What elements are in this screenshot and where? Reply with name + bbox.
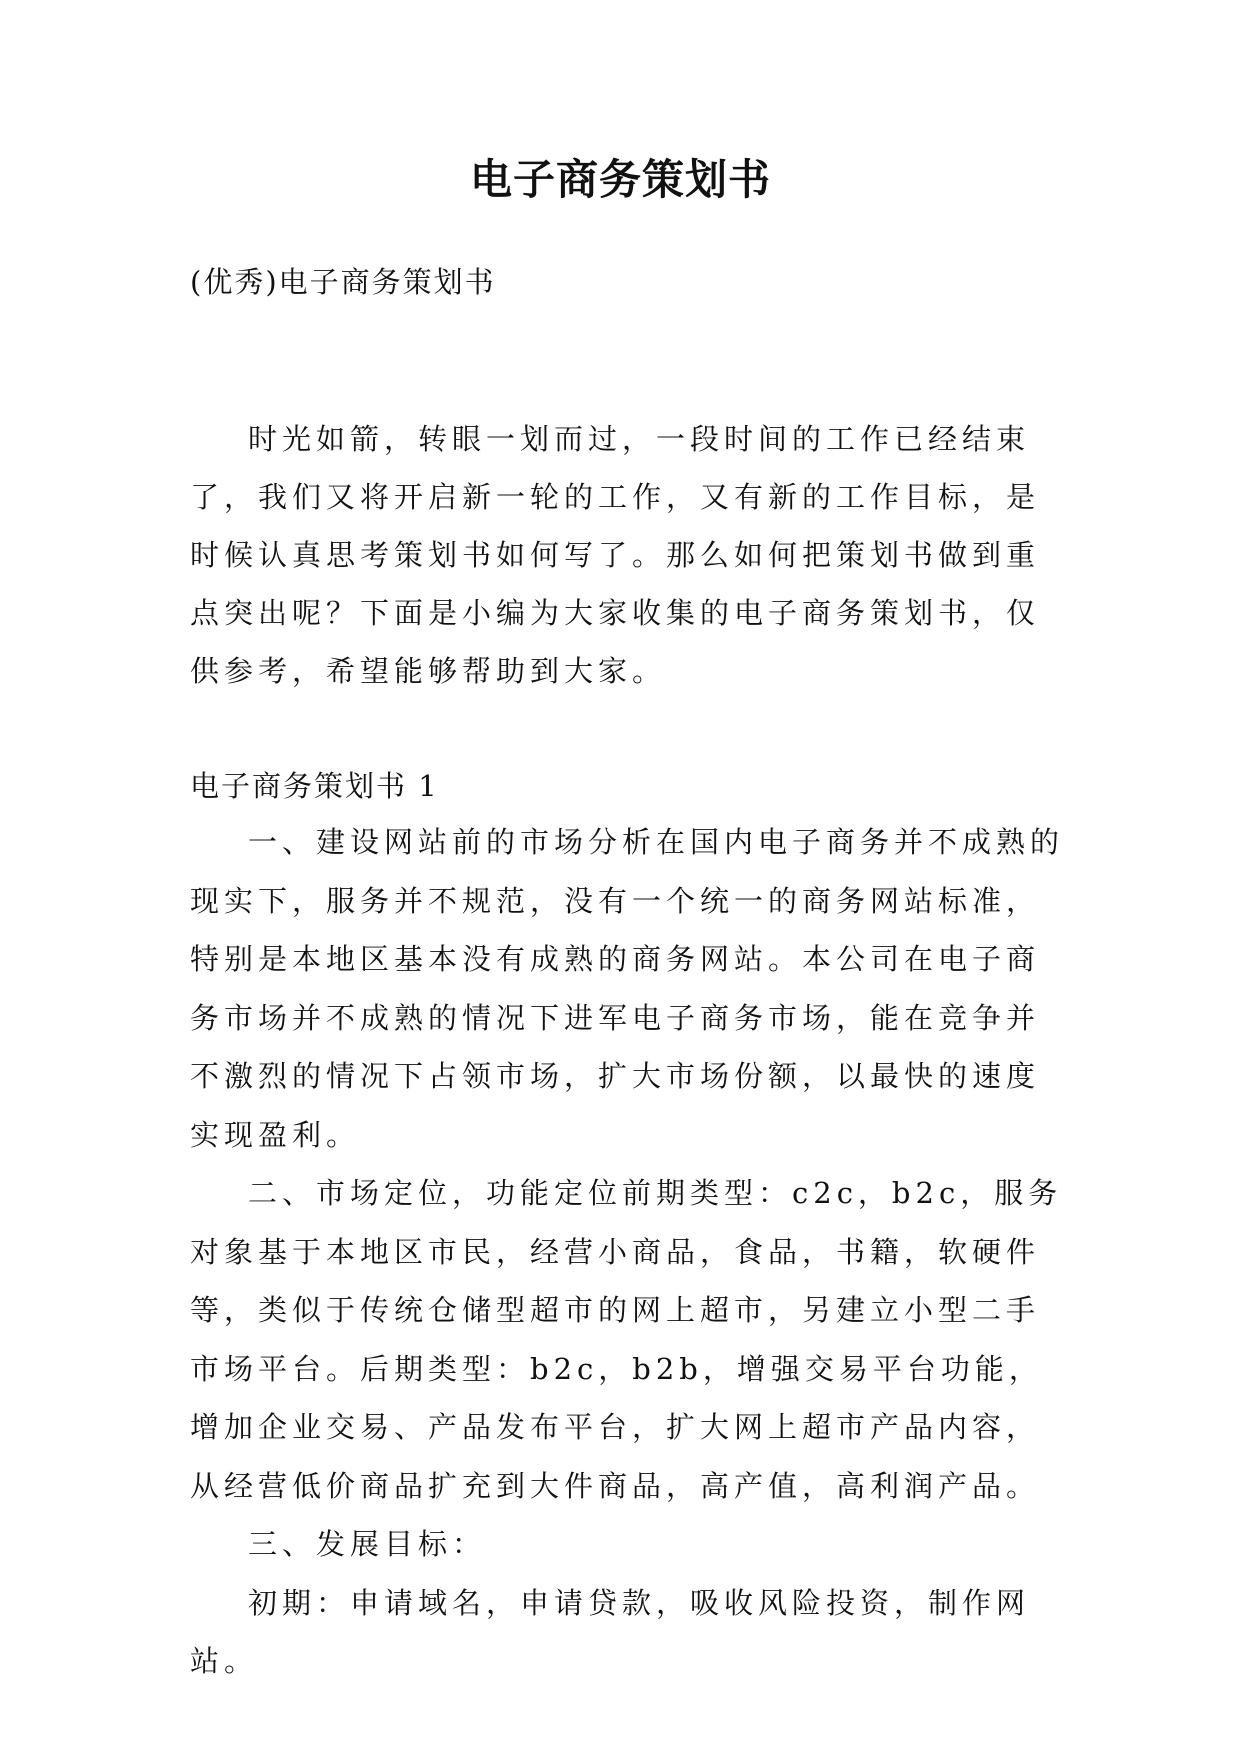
document-title: 电子商务策划书 <box>469 155 771 204</box>
section-body <box>190 813 1070 1691</box>
intro-paragraph: 时光如箭，转眼一划而过，一段时间的工作已经结束了，我们又将开启新一轮的工作，又有新的工作目标，是时候认真思考策划书如何写了。那么如何把策划书做到重点突出呢？下面是小编为大家收集的电子商务策划书，仅供参考，希望能够帮助到大家。 <box>190 422 1041 688</box>
intro-block <box>190 410 1070 700</box>
document-subtitle: (优秀)电子商务策划书 <box>190 265 496 299</box>
section-paragraph-goals-heading: 三、发展目标： <box>248 1527 487 1561</box>
section-heading: 电子商务策划书 1 <box>190 769 439 803</box>
section-paragraph-initial-phase: 初期：申请域名，申请贷款，吸收风险投资，制作网站。 <box>190 1585 1031 1678</box>
section-paragraph-market-analysis: 一、建设网站前的市场分析在国内电子商务并不成熟的现实下，服务并不规范，没有一个统一的商务网站标准，特别是本地区基本没有成熟的商务网站。本公司在电子商务市场并不成熟的情况下进军电子商务市场，能在竞争并不激烈的情况下占领市场，扩大市场份额，以最快的速度实现盈利。 <box>190 825 1065 1152</box>
section-paragraph-positioning: 二、市场定位，功能定位前期类型：c2c，b2c，服务对象基于本地区市民，经营小商品，食品，书籍，软硬件等，类似于传统仓储型超市的网上超市，另建立小型二手市场平台。后期类型：b2c，b2b，增强交易平台功能，增加企业交易、产品发布平台，扩大网上超市产品内容，从经营低价商品扩充到大件商品，高产值，高利润产品。 <box>190 1176 1063 1503</box>
